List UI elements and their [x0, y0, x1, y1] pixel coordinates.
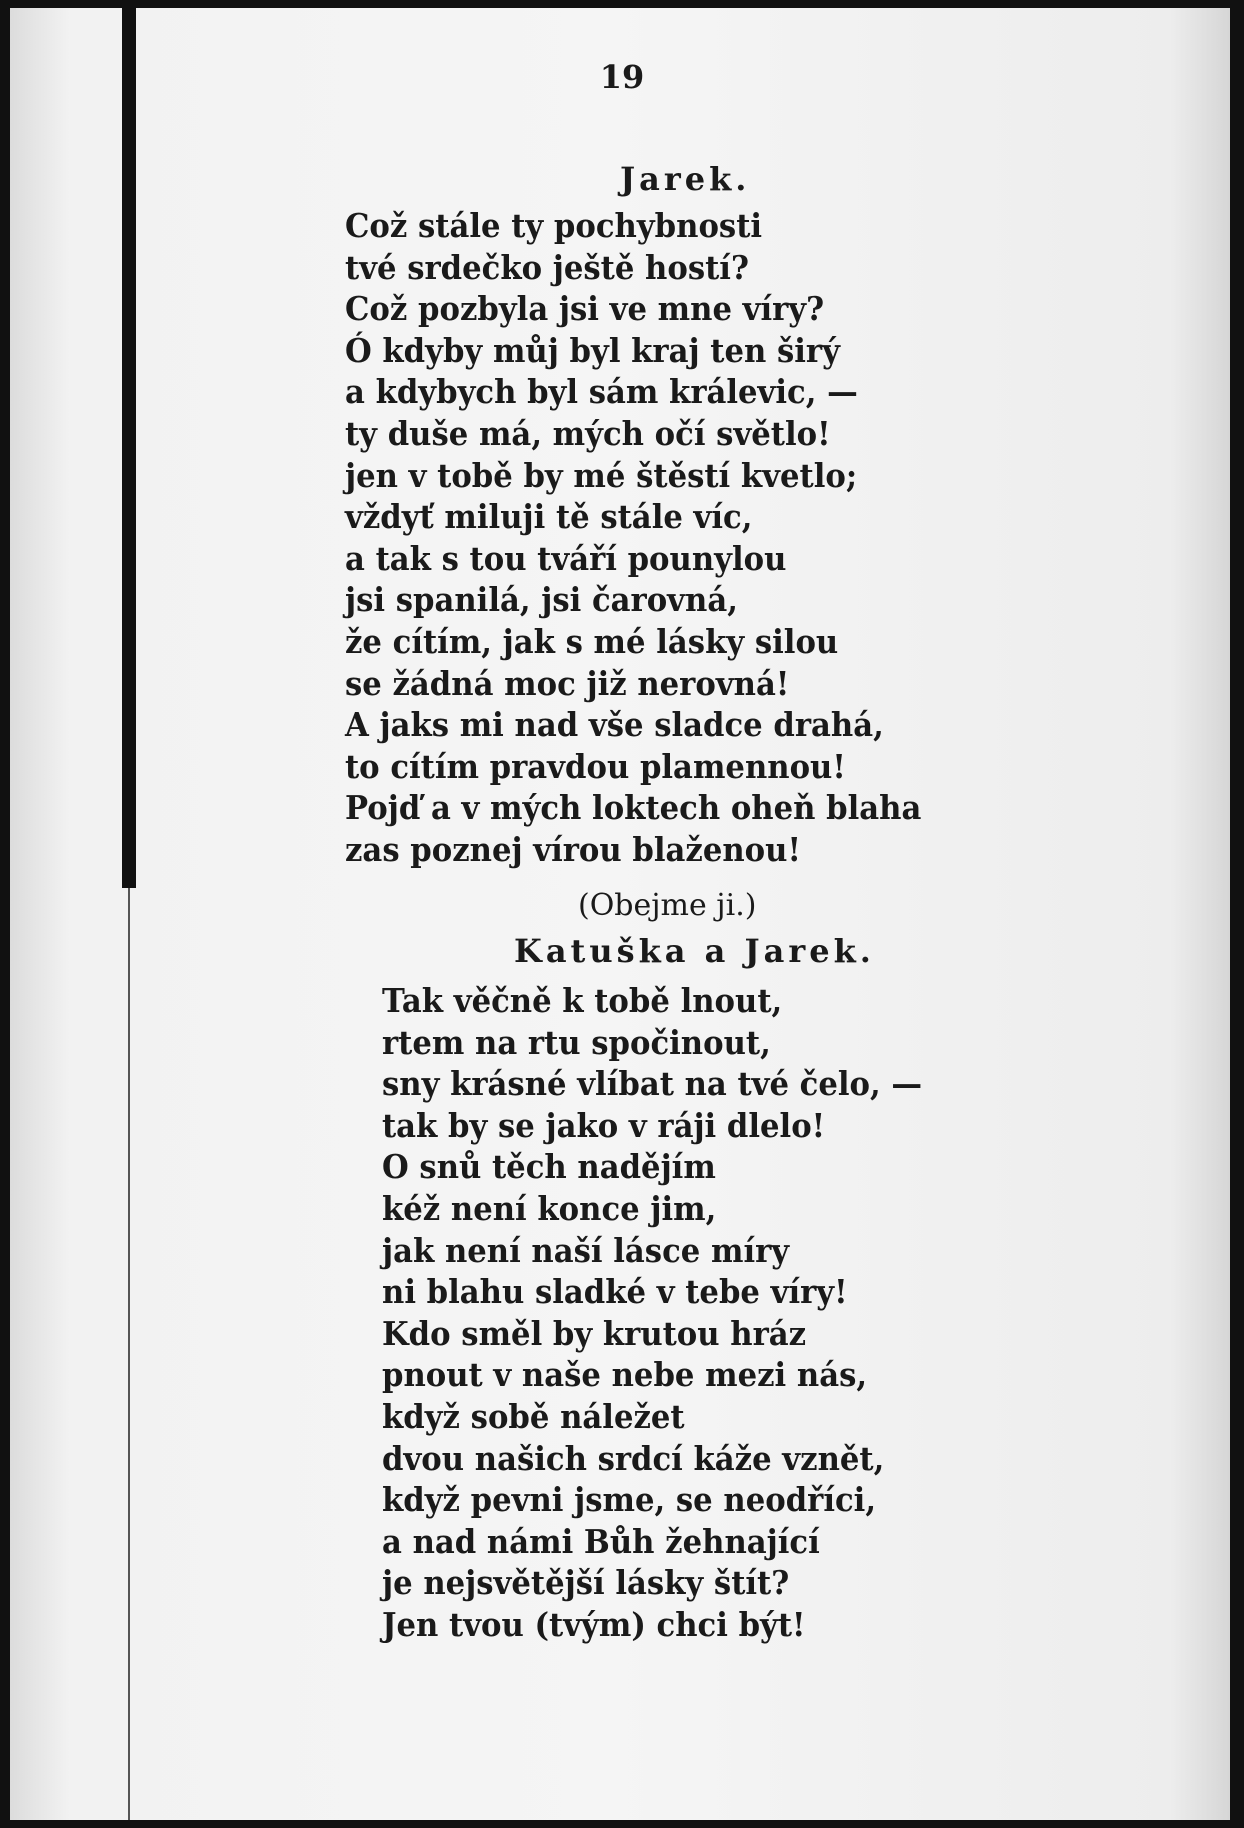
- verse-line: kéž není konce jim,: [382, 1188, 717, 1228]
- verse-line: že cítím, jak s mé lásky silou: [345, 621, 839, 661]
- verse-block: [382, 980, 922, 1646]
- verse-line: Což stále ty pochybnosti: [345, 206, 763, 245]
- verse-line: a tak s tou tváří pounylou: [345, 538, 787, 578]
- verse-line: ni blahu sladké v tebe víry!: [382, 1272, 848, 1312]
- binding-edge: [122, 8, 136, 888]
- verse-line: Ó kdyby můj byl kraj ten širý: [345, 330, 840, 370]
- speaker-name: Katuška a Jarek.: [514, 932, 875, 970]
- verse-line: pnout v naše nebe mezi nás,: [382, 1355, 868, 1395]
- verse-line: Pojď a v mých loktech oheň blaha: [345, 788, 922, 828]
- verse-line: dvou našich srdcí káže vznět,: [382, 1438, 885, 1478]
- verse-line: O snů těch nadějím: [382, 1147, 716, 1187]
- verse-line: ty duše má, mých očí světlo!: [345, 413, 831, 453]
- verse-line: to cítím pravdou plamennou!: [345, 746, 846, 786]
- verse-line: je nejsvětější lásky štít?: [382, 1563, 790, 1603]
- verse-line: a kdybych byl sám králevic, —: [345, 372, 858, 412]
- verse-line: A jaks mi nad vše sladce drahá,: [345, 705, 884, 745]
- verse-line: když pevni jsme, se neodříci,: [382, 1480, 877, 1520]
- verse-line: jen v tobě by mé štěstí kvetlo;: [345, 455, 858, 495]
- verse-line: jak není naší lásce míry: [382, 1230, 790, 1270]
- verse-line: když sobě náležet: [382, 1396, 685, 1436]
- verse-line: tak by se jako v ráji dlelo!: [382, 1105, 826, 1145]
- binding-edge-lower: [128, 888, 130, 1820]
- verse-line: a nad námi Bůh žehnající: [382, 1521, 820, 1561]
- verse-line: sny krásné vlíbat na tvé čelo, —: [382, 1064, 923, 1104]
- verse-line: jsi spanilá, jsi čarovná,: [345, 580, 738, 620]
- verse-line: se žádná moc již nerovná!: [345, 663, 790, 703]
- page-number: 19: [599, 58, 645, 96]
- verse-line: Což pozbyla jsi ve mne víry?: [345, 289, 825, 329]
- verse-line: Tak věčně k tobě lnout,: [382, 981, 783, 1020]
- verse-line: zas poznej vírou blaženou!: [345, 829, 801, 869]
- stage-direction: (Obejme ji.): [578, 888, 757, 923]
- verse-line: Kdo směl by krutou hráz: [382, 1313, 807, 1353]
- verse-line: tvé srdečko ještě hostí?: [345, 247, 749, 287]
- verse-line: Jen tvou (tvým) chci být!: [382, 1604, 806, 1644]
- verse-line: vždyť miluji tě stále víc,: [345, 497, 753, 537]
- verse-line: rtem na rtu spočinout,: [382, 1022, 771, 1062]
- verse-block: [345, 205, 921, 871]
- speaker-name: Jarek.: [620, 160, 751, 198]
